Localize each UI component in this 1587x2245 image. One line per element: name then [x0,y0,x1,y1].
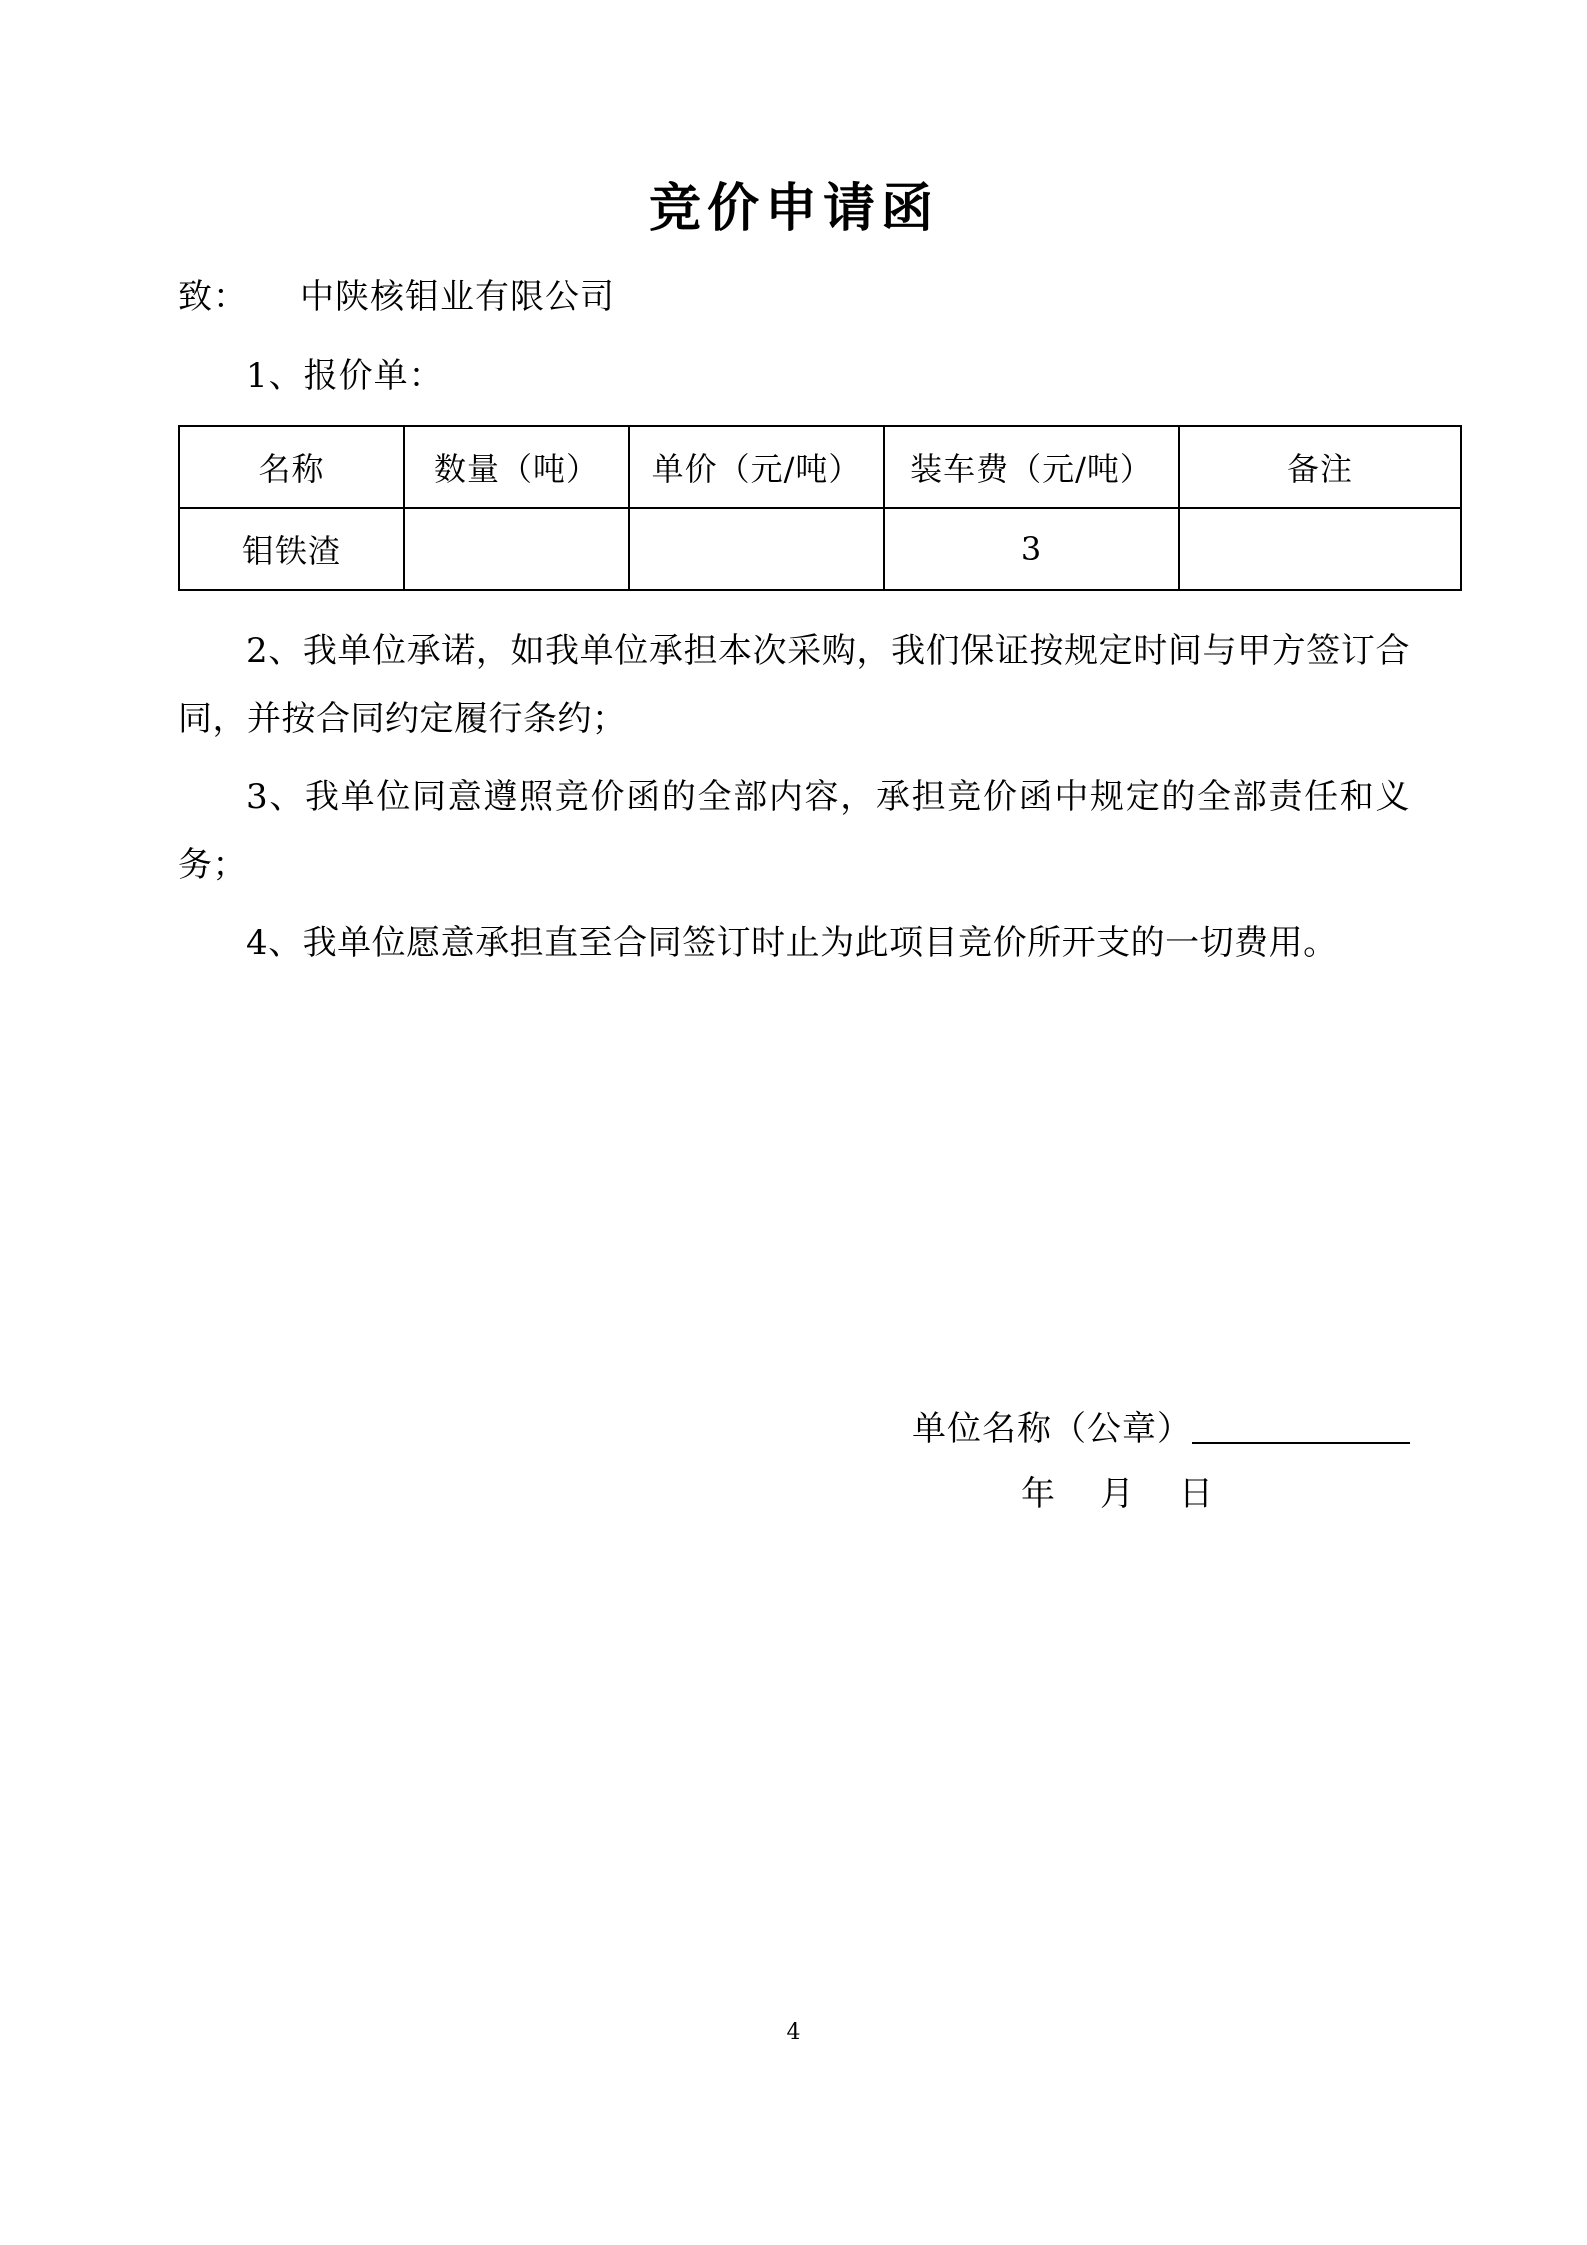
cell-remark[interactable] [1179,508,1461,590]
cell-quantity[interactable] [404,508,629,590]
table-header-unit-price: 单价（元/吨） [629,426,884,508]
company-seal-underline[interactable] [1192,1442,1410,1444]
date-line [178,1462,1410,1527]
table-header-quantity: 数量（吨） [404,426,629,508]
addressee-label: 致： [178,277,248,318]
page-number: 4 [786,2020,801,2045]
cell-unit-price[interactable] [629,508,884,590]
year-label: 年 [1021,1473,1056,1514]
clause-4: 4、我单位愿意承担直至合同签订时止为此项目竞价所开支的一切费用。 [246,923,1338,964]
month-label: 月 [1100,1473,1135,1514]
addressee-line [178,270,1410,324]
clause-3: 3、我单位同意遵照竞价函的全部内容，承担竞价函中规定的全部责任和义务； [178,777,1410,886]
table-header-name: 名称 [179,426,404,508]
signature-block [178,1397,1410,1526]
quote-section-label: 1、报价单： [246,355,444,396]
table-header-loading-fee: 装车费（元/吨） [884,426,1179,508]
document-body [178,0,1410,1526]
quote-table [178,425,1462,591]
day-label: 日 [1179,1473,1214,1514]
table-header-remark: 备注 [1179,426,1461,508]
page-title: 竞价申请函 [648,178,939,239]
cell-loading-fee[interactable]: 3 [884,508,1179,590]
table-row [179,508,1461,590]
company-seal-line [178,1397,1410,1462]
company-seal-label: 单位名称（公章） [912,1409,1192,1450]
cell-name: 钼铁渣 [179,508,404,590]
addressee-company: 中陕核钼业有限公司 [300,277,615,318]
table-header-row [179,426,1461,508]
clause-2: 2、我单位承诺，如我单位承担本次采购，我们保证按规定时间与甲方签订合同，并按合同约定履行条约； [178,631,1410,740]
